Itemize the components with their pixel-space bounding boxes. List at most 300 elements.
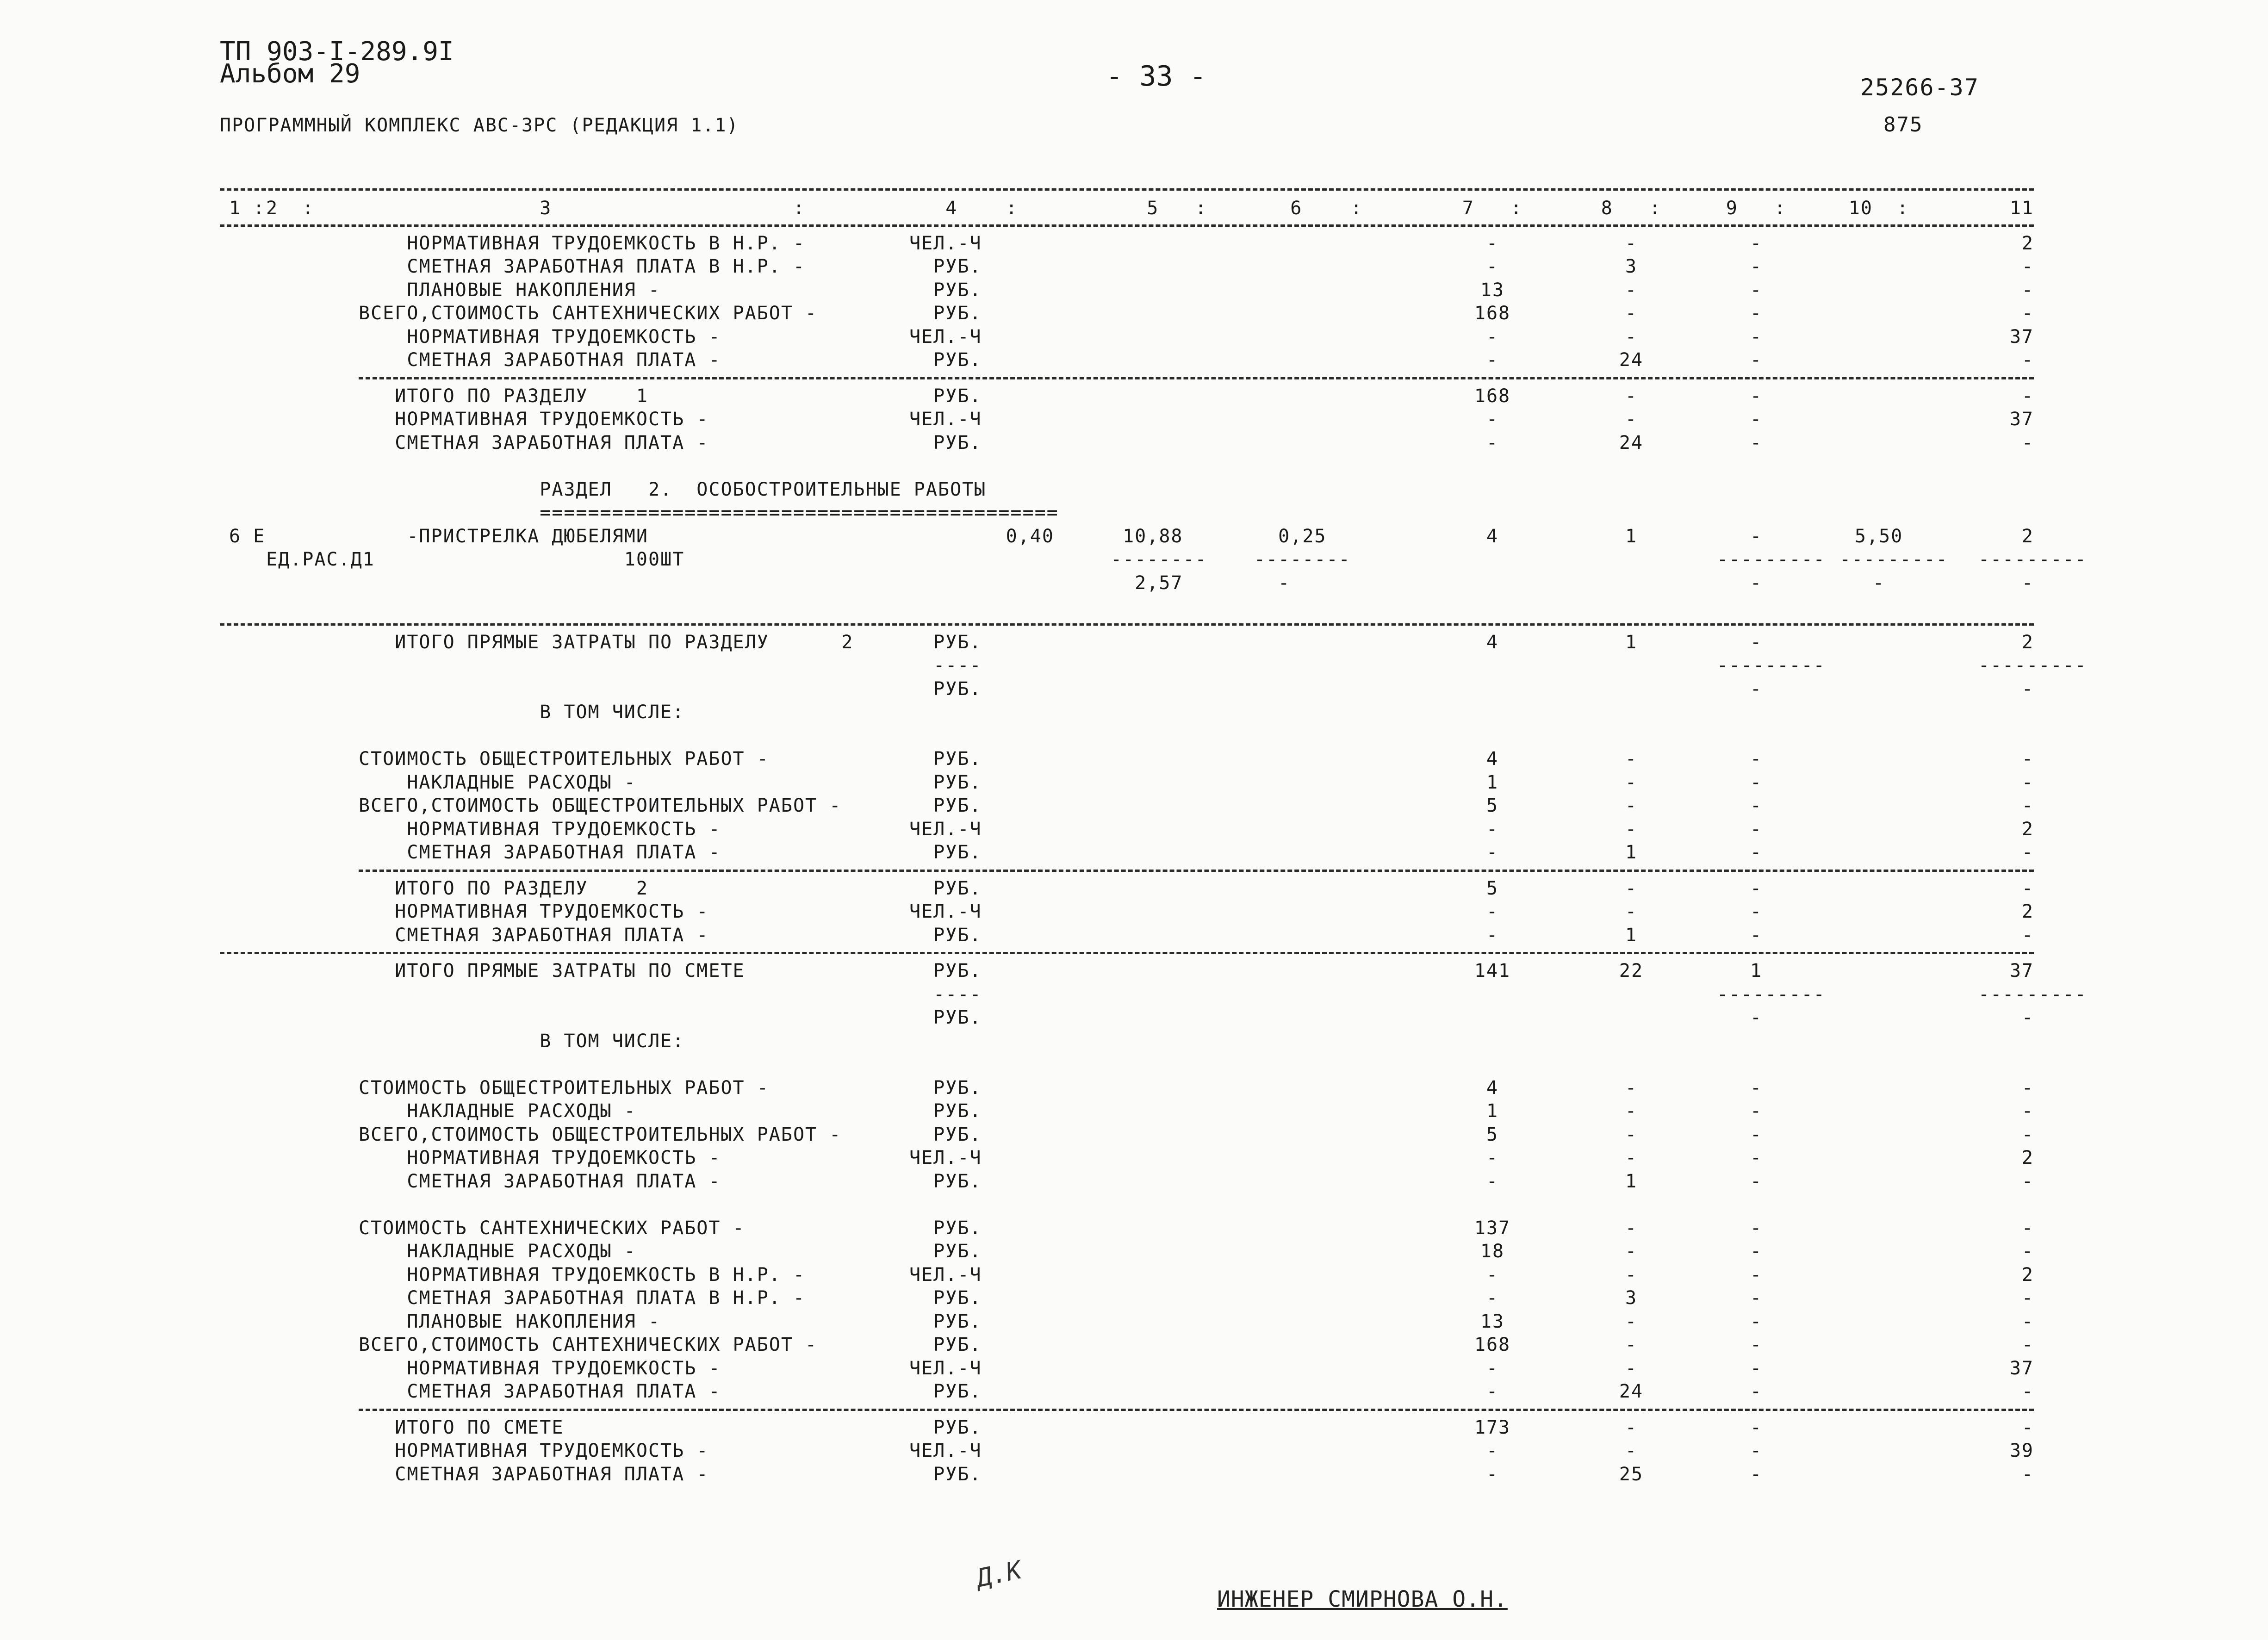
cell-c4: РУБ. — [909, 1334, 982, 1355]
cell-c9: - — [1750, 678, 1763, 700]
table-row — [220, 524, 2034, 548]
cell-c3: СТОИМОСТЬ ОБЩЕСТРОИТЕЛЬНЫХ РАБОТ - — [359, 748, 769, 770]
cell-c3: СМЕТНАЯ ЗАРАБОТНАЯ ПЛАТА - — [359, 349, 721, 371]
cell-c11: - — [2021, 795, 2034, 816]
cell-c8: 25 — [1619, 1463, 1644, 1485]
dashed-rule — [220, 623, 2034, 626]
cell-c11: - — [2021, 1416, 2034, 1438]
cell-c8: 24 — [1619, 432, 1644, 453]
cell-c3: НОРМАТИВНАЯ ТРУДОЕМКОСТЬ - — [359, 1147, 721, 1168]
cell-c9: - — [1750, 432, 1763, 453]
cell-c9: - — [1750, 1100, 1763, 1122]
cell-c4: РУБ. — [909, 1241, 982, 1262]
cell-c3: СМЕТНАЯ ЗАРАБОТНАЯ ПЛАТА - — [359, 432, 709, 453]
page-number: - 33 - — [1106, 60, 1206, 93]
table-row — [220, 1379, 2034, 1403]
column-number-c1: 1 : — [229, 198, 266, 219]
cell-c8: - — [1625, 1077, 1638, 1099]
cell-c11: - — [2021, 678, 2034, 700]
cell-c11: 2 — [2021, 232, 2034, 254]
cell-c5: 10,88 — [1111, 525, 1183, 547]
cell-c11: 2 — [2021, 901, 2034, 922]
table-row — [220, 431, 2034, 454]
table-row — [220, 348, 2034, 372]
column-number-c4: 4 : — [909, 198, 1018, 219]
cell-c11: --------- — [1978, 655, 2087, 676]
cell-c11: - — [2021, 1170, 2034, 1192]
cell-c7: 5 — [1486, 1124, 1499, 1145]
table-row — [220, 1216, 2034, 1240]
table-row — [220, 1076, 2034, 1100]
cell-c7: 4 — [1486, 525, 1499, 547]
cell-c4: РУБ. — [909, 795, 982, 816]
engineer-signature-line: ИНЖЕНЕР СМИРНОВА О.Н. — [1217, 1586, 1508, 1612]
table-row — [220, 1123, 2034, 1146]
cell-c9: 1 — [1750, 960, 1763, 982]
column-number-c11: 11 — [2009, 198, 2034, 219]
cell-c3: 100ШТ — [359, 549, 685, 570]
cell-c3: НОРМАТИВНАЯ ТРУДОЕМКОСТЬ - — [359, 326, 721, 348]
table-row — [220, 959, 2034, 982]
cell-c8: 1 — [1625, 525, 1638, 547]
cell-c11: - — [2021, 256, 2034, 277]
cell-c7: 168 — [1474, 385, 1511, 407]
cell-c3: ИТОГО ПО СМЕТЕ — [359, 1416, 564, 1438]
column-header-row — [220, 195, 2034, 219]
column-number-c10: 10 : — [1848, 198, 1909, 219]
cell-c11: - — [2021, 748, 2034, 770]
sheet-number: 875 — [1883, 113, 1923, 137]
cell-c7: - — [1486, 1170, 1499, 1192]
cell-c9: - — [1750, 409, 1763, 430]
cell-c8: - — [1625, 326, 1638, 348]
cell-c3: ИТОГО ПО РАЗДЕЛУ 2 — [359, 877, 648, 899]
cell-c4: ЧЕЛ.-Ч — [909, 232, 982, 254]
cell-c9: - — [1750, 1170, 1763, 1192]
cell-c4: РУБ. — [909, 1170, 982, 1192]
cell-c4: РУБ. — [909, 842, 982, 863]
cell-c4: РУБ. — [909, 748, 982, 770]
table-row — [220, 1239, 2034, 1263]
table-row — [220, 794, 2034, 817]
cell-c4: РУБ. — [909, 771, 982, 793]
cell-c9: - — [1750, 326, 1763, 348]
blank-row — [220, 724, 2034, 747]
cell-c6: -------- — [1254, 549, 1351, 570]
cell-c8: - — [1625, 1440, 1638, 1461]
table-row — [220, 817, 2034, 841]
blank-row — [220, 1193, 2034, 1216]
cell-c3: НАКЛАДНЫЕ РАСХОДЫ - — [359, 1100, 636, 1122]
table-row — [220, 1146, 2034, 1169]
cell-c8: 1 — [1625, 842, 1638, 863]
cell-c9: - — [1750, 1124, 1763, 1145]
cell-c9: - — [1750, 795, 1763, 816]
cell-c11: 37 — [2009, 409, 2034, 430]
table-row — [220, 653, 2087, 677]
cell-c10: --------- — [1839, 549, 1948, 570]
cell-c9: - — [1750, 1264, 1763, 1286]
cell-c7: 4 — [1486, 1077, 1499, 1099]
cell-c9: - — [1750, 1007, 1763, 1028]
cell-c3: СМЕТНАЯ ЗАРАБОТНАЯ ПЛАТА В Н.Р. - — [359, 1287, 806, 1309]
cell-c7: - — [1486, 842, 1499, 863]
cell-c11: - — [2021, 1334, 2034, 1355]
program-title: ПРОГРАММНЫЙ КОМПЛЕКС АВС-3РС (РЕДАКЦИЯ 1.1) — [220, 115, 739, 136]
cell-c11: - — [2021, 771, 2034, 793]
cell-c9: - — [1750, 901, 1763, 922]
cell-c4: ЧЕЛ.-Ч — [909, 818, 982, 840]
cell-c9: - — [1750, 1241, 1763, 1262]
cell-c7: - — [1486, 1381, 1499, 1402]
cell-c3: СТОИМОСТЬ САНТЕХНИЧЕСКИХ РАБОТ - — [359, 1217, 745, 1239]
table-row — [220, 278, 2034, 302]
cell-c8: 1 — [1625, 1170, 1638, 1192]
table-row — [220, 923, 2034, 947]
cell-c4: РУБ. — [909, 385, 982, 407]
cell-c9: - — [1750, 818, 1763, 840]
dashed-rule — [220, 224, 2034, 227]
cell-c7: 141 — [1474, 960, 1511, 982]
cell-c11: - — [2021, 279, 2034, 301]
cell-c3: ИТОГО ПРЯМЫЕ ЗАТРАТЫ ПО РАЗДЕЛУ 2 — [359, 631, 854, 653]
cell-c8: - — [1625, 1124, 1638, 1145]
cell-c7: - — [1486, 924, 1499, 946]
cell-c11: - — [2021, 1077, 2034, 1099]
cell-c7: - — [1486, 901, 1499, 922]
column-number-c8: 8 : — [1601, 198, 1662, 219]
cell-c4: РУБ. — [909, 1100, 982, 1122]
column-number-c3: 3 : — [359, 198, 806, 219]
cell-c11: - — [2021, 1463, 2034, 1485]
table-row — [220, 1310, 2034, 1333]
cell-c3: СМЕТНАЯ ЗАРАБОТНАЯ ПЛАТА - — [359, 1170, 721, 1192]
cell-c7: 4 — [1486, 748, 1499, 770]
cell-c8: - — [1625, 1334, 1638, 1355]
cell-c3: ВСЕГО,СТОИМОСТЬ ОБЩЕСТРОИТЕЛЬНЫХ РАБОТ - — [359, 1124, 842, 1145]
cell-c4: ЧЕЛ.-Ч — [909, 1264, 982, 1286]
table-row — [220, 900, 2034, 923]
table-row — [220, 571, 2034, 595]
cell-c7: - — [1486, 256, 1499, 277]
cell-c8: - — [1625, 748, 1638, 770]
cell-c11: 2 — [2021, 525, 2034, 547]
cell-c9: - — [1750, 842, 1763, 863]
cell-c8: 3 — [1625, 1287, 1638, 1309]
cell-c3: ПЛАНОВЫЕ НАКОПЛЕНИЯ - — [359, 1311, 661, 1332]
cell-c8: - — [1625, 1100, 1638, 1122]
cell-c11: - — [2021, 385, 2034, 407]
cell-c11: - — [2021, 303, 2034, 324]
cell-c8: - — [1625, 1416, 1638, 1438]
cell-c8: - — [1625, 795, 1638, 816]
column-number-c7: 7 : — [1462, 198, 1523, 219]
table-row — [220, 700, 2034, 724]
cell-c11: - — [2021, 877, 2034, 899]
table-row — [220, 630, 2034, 654]
cell-c4: 0,40 — [909, 525, 1054, 547]
cell-c3: СМЕТНАЯ ЗАРАБОТНАЯ ПЛАТА - — [359, 924, 709, 946]
cell-c3: ПЛАНОВЫЕ НАКОПЛЕНИЯ - — [359, 279, 661, 301]
cell-c11: 39 — [2009, 1440, 2034, 1461]
dashed-rule — [220, 188, 2034, 191]
cell-c3: СМЕТНАЯ ЗАРАБОТНАЯ ПЛАТА - — [359, 842, 721, 863]
cell-c3: ВСЕГО,СТОИМОСТЬ САНТЕХНИЧЕСКИХ РАБОТ - — [359, 1334, 818, 1355]
cell-c8: - — [1625, 1147, 1638, 1168]
cell-c4: РУБ. — [909, 279, 982, 301]
table-row — [220, 384, 2034, 408]
table-row — [220, 501, 2034, 524]
cell-c3: ВСЕГО,СТОИМОСТЬ ОБЩЕСТРОИТЕЛЬНЫХ РАБОТ - — [359, 795, 842, 816]
cell-c9: - — [1750, 924, 1763, 946]
cell-c3: НОРМАТИВНАЯ ТРУДОЕМКОСТЬ В Н.Р. - — [359, 1264, 806, 1286]
table-row — [220, 840, 2034, 864]
cell-c9: - — [1750, 1147, 1763, 1168]
cell-c3: НОРМАТИВНАЯ ТРУДОЕМКОСТЬ - — [359, 1440, 709, 1461]
cell-c11: - — [2021, 1381, 2034, 1402]
cell-c4: РУБ. — [909, 1381, 982, 1402]
cell-c7: 18 — [1480, 1241, 1505, 1262]
cell-c9: - — [1750, 279, 1763, 301]
cell-c4: РУБ. — [909, 1007, 982, 1028]
cell-c1: 6 Е — [229, 525, 266, 547]
cell-c9: - — [1750, 1334, 1763, 1355]
table-row — [220, 231, 2034, 255]
cell-c7: - — [1486, 1440, 1499, 1461]
cell-c7: - — [1486, 1287, 1499, 1309]
cell-c7: 137 — [1474, 1217, 1511, 1239]
cell-c8: - — [1625, 1311, 1638, 1332]
cell-c8: - — [1625, 232, 1638, 254]
cell-c7: 5 — [1486, 795, 1499, 816]
cell-c8: - — [1625, 303, 1638, 324]
table-row — [220, 301, 2034, 325]
cell-c3: В ТОМ ЧИСЛЕ: — [359, 702, 685, 723]
cell-c4: РУБ. — [909, 924, 982, 946]
cell-c4: РУБ. — [909, 256, 982, 277]
cell-c9: --------- — [1717, 549, 1826, 570]
cell-c6: - — [1254, 572, 1291, 594]
cell-c11: - — [2021, 924, 2034, 946]
table-row — [220, 1356, 2034, 1380]
cell-c9: - — [1750, 572, 1763, 594]
cell-c9: - — [1750, 1463, 1763, 1485]
cell-c9: - — [1750, 1357, 1763, 1379]
cell-c4: РУБ. — [909, 960, 982, 982]
cell-c3: НОРМАТИВНАЯ ТРУДОЕМКОСТЬ - — [359, 1357, 721, 1379]
cell-c9: --------- — [1717, 655, 1826, 676]
cell-c3: =========================================== — [359, 502, 1059, 523]
cell-c11: - — [2021, 1124, 2034, 1145]
cell-c3: НОРМАТИВНАЯ ТРУДОЕМКОСТЬ - — [359, 901, 709, 922]
column-number-c2: 2 : — [266, 198, 315, 219]
cell-c7: 173 — [1474, 1416, 1511, 1438]
cell-c3: СТОИМОСТЬ ОБЩЕСТРОИТЕЛЬНЫХ РАБОТ - — [359, 1077, 769, 1099]
table-row — [220, 1462, 2034, 1486]
table-row — [220, 1286, 2034, 1310]
cell-c9: - — [1750, 303, 1763, 324]
cell-c7: - — [1486, 818, 1499, 840]
cell-c3: НАКЛАДНЫЕ РАСХОДЫ - — [359, 1241, 636, 1262]
table-row — [220, 547, 2087, 571]
column-number-c6: 6 : — [1254, 198, 1363, 219]
cell-c9: - — [1750, 1381, 1763, 1402]
blank-row — [220, 594, 2034, 618]
cell-c9: - — [1750, 232, 1763, 254]
cell-c9: - — [1750, 1217, 1763, 1239]
cell-c11: 37 — [2009, 1357, 2034, 1379]
cell-c11: - — [2021, 1007, 2034, 1028]
cell-c9: - — [1750, 877, 1763, 899]
cell-c2: ЕД.РАС.Д1 — [266, 549, 375, 570]
cell-c7: - — [1486, 232, 1499, 254]
blank-row — [220, 454, 2034, 478]
dashed-rule — [359, 1409, 2034, 1411]
cell-c9: - — [1750, 1287, 1763, 1309]
table-row — [220, 1169, 2034, 1193]
table-row — [220, 876, 2034, 900]
cell-c4: ЧЕЛ.-Ч — [909, 409, 982, 430]
cell-c5: 2,57 — [1111, 572, 1183, 594]
cell-c3: НАКЛАДНЫЕ РАСХОДЫ - — [359, 771, 636, 793]
cell-c7: - — [1486, 326, 1499, 348]
cell-c11: - — [2021, 349, 2034, 371]
cell-c4: РУБ. — [909, 877, 982, 899]
cell-c7: - — [1486, 1264, 1499, 1286]
cell-c9: - — [1750, 256, 1763, 277]
cell-c7: - — [1486, 1463, 1499, 1485]
cell-c9: - — [1750, 1416, 1763, 1438]
cell-c4: ЧЕЛ.-Ч — [909, 1440, 982, 1461]
cell-c11: 2 — [2021, 1147, 2034, 1168]
cell-c11: - — [2021, 1311, 2034, 1332]
cell-c4: РУБ. — [909, 1124, 982, 1145]
cell-c8: - — [1625, 771, 1638, 793]
table-row — [220, 407, 2034, 431]
cell-c3: НОРМАТИВНАЯ ТРУДОЕМКОСТЬ - — [359, 818, 721, 840]
cell-c8: - — [1625, 385, 1638, 407]
dashed-rule — [359, 377, 2034, 379]
table-row — [220, 747, 2034, 770]
table-row — [220, 1263, 2034, 1286]
table-row — [220, 1333, 2034, 1356]
cell-c11: - — [2021, 1287, 2034, 1309]
cell-c4: РУБ. — [909, 1217, 982, 1239]
cell-c4: ЧЕЛ.-Ч — [909, 1147, 982, 1168]
cell-c11: --------- — [1978, 983, 2087, 1005]
cell-c3: ИТОГО ПРЯМЫЕ ЗАТРАТЫ ПО СМЕТЕ — [359, 960, 745, 982]
cell-c8: - — [1625, 409, 1638, 430]
cell-c4: РУБ. — [909, 1311, 982, 1332]
document-code: ТП 903-I-289.9I — [220, 37, 454, 67]
cell-c3: ВСЕГО,СТОИМОСТЬ САНТЕХНИЧЕСКИХ РАБОТ - — [359, 303, 818, 324]
cell-c10: - — [1872, 572, 1885, 594]
column-number-c9: 9 : — [1726, 198, 1787, 219]
cell-c8: 22 — [1619, 960, 1644, 982]
cell-c4: РУБ. — [909, 303, 982, 324]
cell-c11: 37 — [2009, 960, 2034, 982]
cell-c8: - — [1625, 1264, 1638, 1286]
cell-c4: РУБ. — [909, 432, 982, 453]
cell-c7: 4 — [1486, 631, 1499, 653]
cell-c10: 5,50 — [1854, 525, 1903, 547]
cell-c11: 37 — [2009, 326, 2034, 348]
cell-c8: - — [1625, 279, 1638, 301]
cell-c7: - — [1486, 1357, 1499, 1379]
dashed-rule — [359, 870, 2034, 872]
reference-number: 25266-37 — [1860, 74, 1979, 101]
blank-row — [220, 1052, 2034, 1076]
cell-c4: РУБ. — [909, 1463, 982, 1485]
cell-c7: 5 — [1486, 877, 1499, 899]
cell-c8: 3 — [1625, 256, 1638, 277]
table-row — [220, 325, 2034, 348]
cell-c8: 1 — [1625, 924, 1638, 946]
cell-c7: 13 — [1480, 1311, 1505, 1332]
cell-c4: ЧЕЛ.-Ч — [909, 1357, 982, 1379]
cell-c11: - — [2021, 842, 2034, 863]
cell-c4: РУБ. — [909, 1416, 982, 1438]
cell-c11: 2 — [2021, 1264, 2034, 1286]
cell-c8: - — [1625, 901, 1638, 922]
cell-c9: --------- — [1717, 983, 1826, 1005]
table-row — [220, 677, 2034, 701]
cell-c7: 168 — [1474, 303, 1511, 324]
cell-c4: РУБ. — [909, 1077, 982, 1099]
cell-c4: ЧЕЛ.-Ч — [909, 326, 982, 348]
table-row — [220, 1006, 2034, 1029]
cell-c8: - — [1625, 818, 1638, 840]
cell-c9: - — [1750, 385, 1763, 407]
table-row — [220, 770, 2034, 794]
cell-c9: - — [1750, 1077, 1763, 1099]
cell-c9: - — [1750, 1440, 1763, 1461]
cell-c9: - — [1750, 748, 1763, 770]
cell-c4: ЧЕЛ.-Ч — [909, 901, 982, 922]
cell-c8: - — [1625, 1357, 1638, 1379]
cell-c11: - — [2021, 1217, 2034, 1239]
cell-c7: - — [1486, 432, 1499, 453]
cell-c3: В ТОМ ЧИСЛЕ: — [359, 1030, 685, 1052]
table-row — [220, 1416, 2034, 1439]
cell-c4: РУБ. — [909, 678, 982, 700]
cell-c11: - — [2021, 1100, 2034, 1122]
cell-c11: - — [2021, 572, 2034, 594]
table-row — [220, 1439, 2034, 1462]
cell-c8: - — [1625, 1217, 1638, 1239]
table-row — [220, 478, 2034, 501]
estimate-table — [220, 183, 2087, 1485]
cell-c4: ---- — [909, 655, 982, 676]
cell-c3: РАЗДЕЛ 2. ОСОБОСТРОИТЕЛЬНЫЕ РАБОТЫ — [359, 478, 987, 500]
cell-c11: 2 — [2021, 631, 2034, 653]
cell-c11: - — [2021, 1241, 2034, 1262]
cell-c8: 1 — [1625, 631, 1638, 653]
cell-c7: - — [1486, 409, 1499, 430]
handwritten-initials: Д.К — [974, 1555, 1025, 1593]
cell-c9: - — [1750, 349, 1763, 371]
table-row — [220, 982, 2087, 1006]
cell-c9: - — [1750, 1311, 1763, 1332]
table-row — [220, 255, 2034, 278]
cell-c7: 1 — [1486, 771, 1499, 793]
cell-c11: 2 — [2021, 818, 2034, 840]
cell-c7: 1 — [1486, 1100, 1499, 1122]
cell-c8: 24 — [1619, 349, 1644, 371]
cell-c8: 24 — [1619, 1381, 1644, 1402]
cell-c3: СМЕТНАЯ ЗАРАБОТНАЯ ПЛАТА - — [359, 1463, 709, 1485]
cell-c9: - — [1750, 631, 1763, 653]
